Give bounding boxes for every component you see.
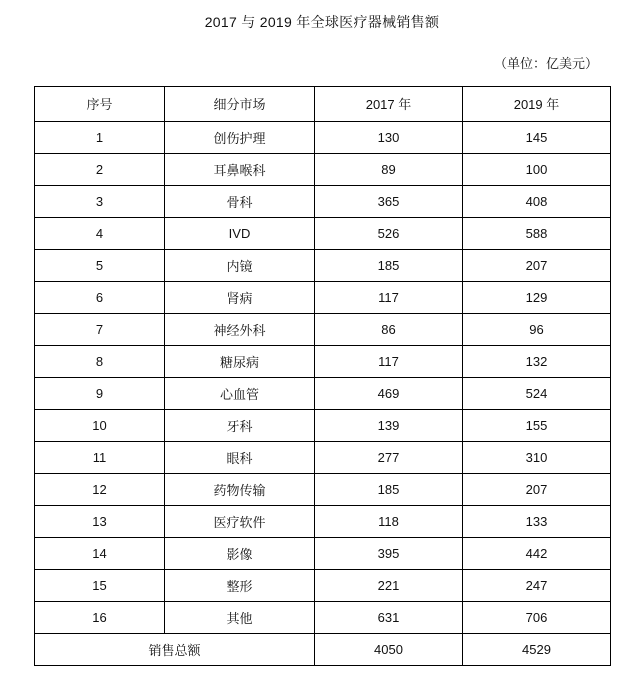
- table-row: [35, 217, 611, 249]
- cell-segment: 眼科: [165, 441, 315, 473]
- table-row: [35, 537, 611, 569]
- cell-2019: 247: [463, 569, 611, 601]
- cell-2019: 100: [463, 153, 611, 185]
- cell-2019: 442: [463, 537, 611, 569]
- document-page: [0, 14, 644, 681]
- cell-2019: 706: [463, 601, 611, 633]
- cell-index: 5: [35, 249, 165, 281]
- cell-2017: 221: [315, 569, 463, 601]
- table-row: [35, 345, 611, 377]
- cell-index: 9: [35, 377, 165, 409]
- cell-segment: 耳鼻喉科: [165, 153, 315, 185]
- table-row: [35, 601, 611, 633]
- table-row: [35, 377, 611, 409]
- cell-2019: 588: [463, 217, 611, 249]
- table-row: [35, 409, 611, 441]
- cell-2019: 207: [463, 473, 611, 505]
- cell-2017: 185: [315, 473, 463, 505]
- cell-2019: 524: [463, 377, 611, 409]
- cell-segment: 其他: [165, 601, 315, 633]
- table-row: [35, 281, 611, 313]
- cell-2019: 145: [463, 121, 611, 153]
- cell-2019: 96: [463, 313, 611, 345]
- cell-2019: 207: [463, 249, 611, 281]
- cell-index: 8: [35, 345, 165, 377]
- cell-segment: 心血管: [165, 377, 315, 409]
- cell-2017: 89: [315, 153, 463, 185]
- cell-2019: 133: [463, 505, 611, 537]
- cell-2017: 86: [315, 313, 463, 345]
- cell-segment: 整形: [165, 569, 315, 601]
- cell-segment: IVD: [165, 217, 315, 249]
- table-header-row: [35, 86, 611, 121]
- cell-segment: 药物传输: [165, 473, 315, 505]
- cell-2017: 185: [315, 249, 463, 281]
- cell-2017: 130: [315, 121, 463, 153]
- table-row: [35, 441, 611, 473]
- cell-index: 16: [35, 601, 165, 633]
- table-row: [35, 185, 611, 217]
- table-row: [35, 505, 611, 537]
- cell-segment: 神经外科: [165, 313, 315, 345]
- cell-index: 7: [35, 313, 165, 345]
- unit-note: （单位：亿美元）: [493, 55, 598, 71]
- total-2019: 4529: [463, 633, 611, 665]
- total-2017: 4050: [315, 633, 463, 665]
- table-row: [35, 569, 611, 601]
- cell-2017: 365: [315, 185, 463, 217]
- table-header: [35, 86, 611, 121]
- sales-table: [34, 86, 611, 666]
- column-header-segment: 细分市场: [165, 86, 315, 121]
- cell-2019: 155: [463, 409, 611, 441]
- cell-segment: 肾病: [165, 281, 315, 313]
- cell-index: 3: [35, 185, 165, 217]
- column-header-2017: 2017 年: [315, 86, 463, 121]
- cell-index: 12: [35, 473, 165, 505]
- cell-2017: 118: [315, 505, 463, 537]
- cell-index: 1: [35, 121, 165, 153]
- cell-segment: 骨科: [165, 185, 315, 217]
- table-row: [35, 249, 611, 281]
- cell-2019: 310: [463, 441, 611, 473]
- column-header-2019: 2019 年: [463, 86, 611, 121]
- cell-2017: 469: [315, 377, 463, 409]
- cell-2017: 277: [315, 441, 463, 473]
- cell-index: 6: [35, 281, 165, 313]
- cell-index: 10: [35, 409, 165, 441]
- table-container: [0, 86, 644, 666]
- cell-2017: 117: [315, 345, 463, 377]
- cell-index: 14: [35, 537, 165, 569]
- cell-segment: 创伤护理: [165, 121, 315, 153]
- page-title: 2017 与 2019 年全球医疗器械销售额: [204, 14, 440, 30]
- cell-2019: 132: [463, 345, 611, 377]
- cell-index: 13: [35, 505, 165, 537]
- table-total-row: [35, 633, 611, 665]
- total-label: 销售总额: [35, 633, 315, 665]
- cell-segment: 医疗软件: [165, 505, 315, 537]
- cell-2019: 129: [463, 281, 611, 313]
- cell-index: 4: [35, 217, 165, 249]
- table-row: [35, 473, 611, 505]
- cell-segment: 牙科: [165, 409, 315, 441]
- table-row: [35, 153, 611, 185]
- cell-index: 11: [35, 441, 165, 473]
- table-row: [35, 121, 611, 153]
- cell-2017: 631: [315, 601, 463, 633]
- table-row: [35, 313, 611, 345]
- cell-2017: 117: [315, 281, 463, 313]
- cell-segment: 糖尿病: [165, 345, 315, 377]
- cell-2017: 395: [315, 537, 463, 569]
- cell-2017: 526: [315, 217, 463, 249]
- cell-2017: 139: [315, 409, 463, 441]
- cell-segment: 影像: [165, 537, 315, 569]
- cell-segment: 内镜: [165, 249, 315, 281]
- cell-index: 2: [35, 153, 165, 185]
- cell-index: 15: [35, 569, 165, 601]
- cell-2019: 408: [463, 185, 611, 217]
- column-header-index: 序号: [35, 86, 165, 121]
- table-body: [35, 121, 611, 665]
